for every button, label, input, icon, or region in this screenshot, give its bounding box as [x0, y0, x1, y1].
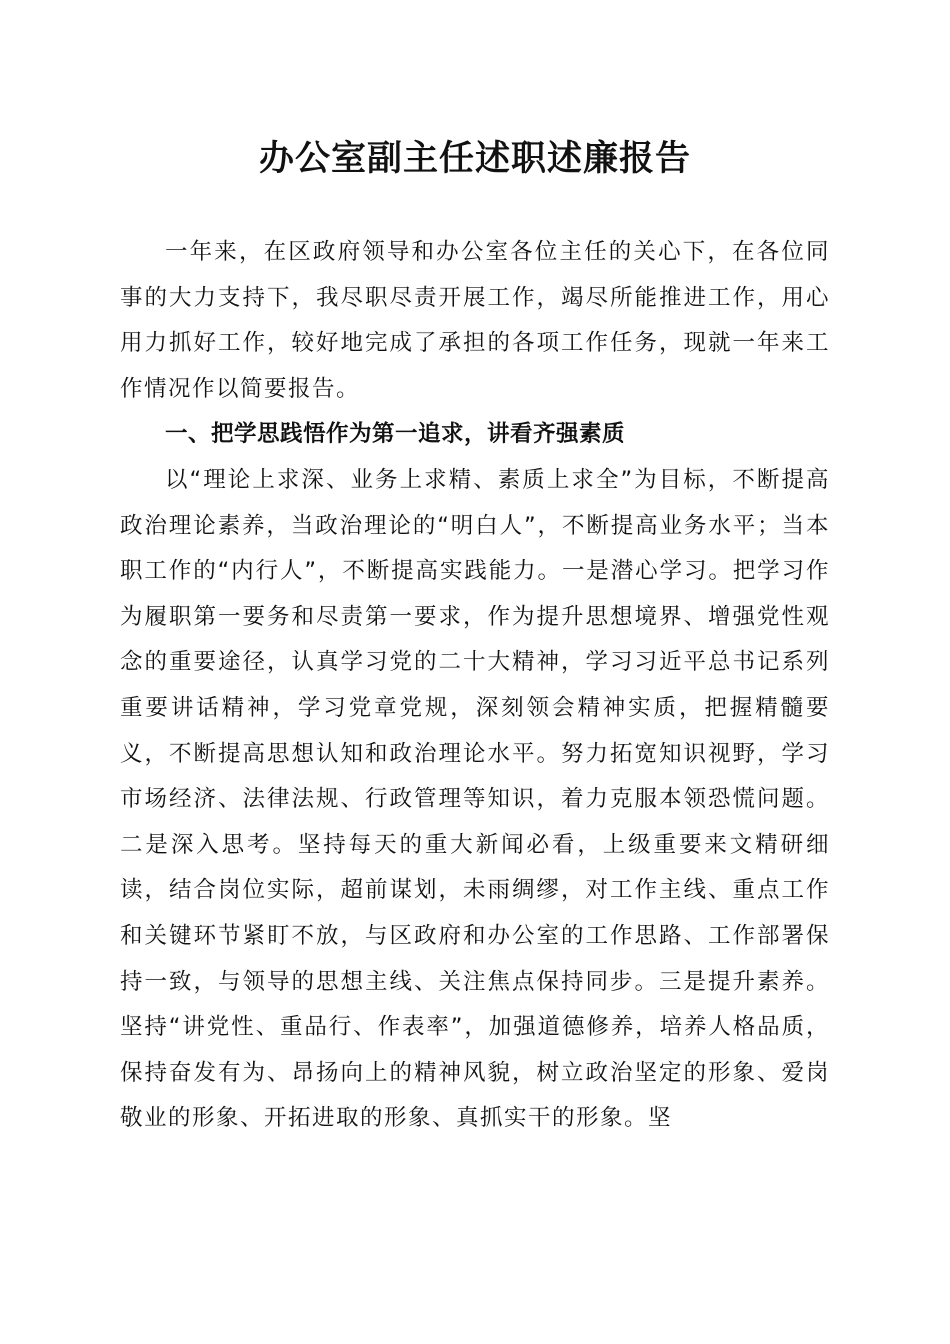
document-title: 办公室副主任述职述廉报告	[258, 138, 691, 179]
document-body	[120, 230, 830, 1142]
intro-paragraph: 一年来，在区政府领导和办公室各位主任的关心下，在各位同事的大力支持下，我尽职尽责开展工作，竭尽所能推进工作，用心用力抓好工作，较好地完成了承担的各项工作任务，现就一年来工作情况作以简要报告。	[120, 239, 830, 402]
section-1-heading: 一、把学思践悟作为第一追求，讲看齐强素质	[165, 421, 626, 448]
section-1-paragraph: 以“理论上求深、业务上求精、素质上求全”为目标，不断提高政治理论素养，当政治理论的“明白人”，不断提高业务水平；当本职工作的“内行人”，不断提高实践能力。一是潜心学习。把学习作为履职第一要务和尽责第一要求，作为提升思想境界、增强党性观念的重要途径，认真学习党的二十大精神，学习习近平总书记系列重要讲话精神，学习党章党规，深刻领会精神实质，把握精髓要义，不断提高思想认知和政治理论水平。努力拓宽知识视野，学习市场经济、法律法规、行政管理等知识，着力克服本领恐慌问题。二是深入思考。坚持每天的重大新闻必看，上级重要来文精研细读，结合岗位实际，超前谋划，未雨绸缪，对工作主线、重点工作和关键环节紧盯不放，与区政府和办公室的工作思路、工作部署保持一致，与领导的思想主线、关注焦点保持同步。三是提升素养。坚持“讲党性、重品行、作表率”，加强道德修养，培养人格品质，保持奋发有为、昂扬向上的精神风貌，树立政治坚定的形象、爱岗敬业的形象、开拓进取的形象、真抓实干的形象。坚	[120, 466, 830, 1132]
